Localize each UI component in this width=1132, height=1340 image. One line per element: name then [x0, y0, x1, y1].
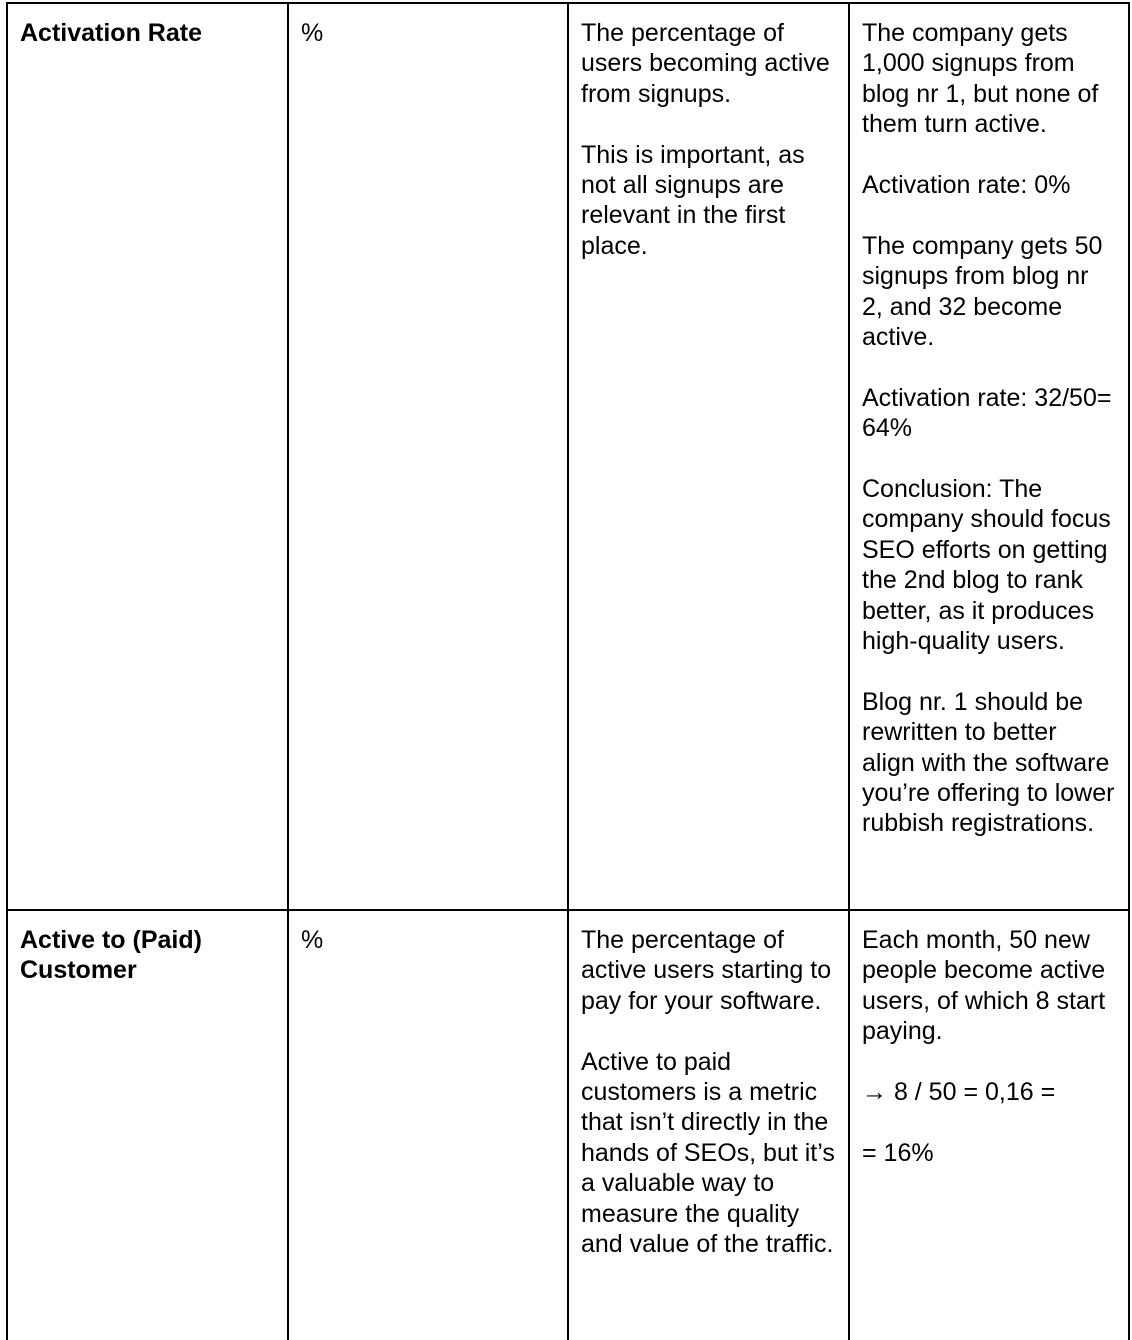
- unit-cell: [288, 3, 568, 910]
- metric-name: Active to (Paid) Customer: [20, 926, 202, 985]
- table-row: [7, 3, 1129, 910]
- description-paragraph: This is important, as not all signups are relevant in the first place.: [581, 140, 805, 260]
- description-paragraph: Active to paid customers is a metric that isn’t directly in the hands of SEOs, but it’s a valuable way to measure the quality and value of the traffic.: [581, 1047, 835, 1259]
- example-cell: [849, 3, 1129, 910]
- example-paragraph: = 16%: [862, 1138, 934, 1167]
- description-paragraph: The percentage of users becoming active from signups.: [581, 19, 830, 108]
- example-paragraph: Each month, 50 new people become active users, of which 8 start paying.: [862, 926, 1106, 1046]
- metric-cell: [7, 910, 288, 1340]
- example-paragraph: The company gets 50 signups from blog nr 2, and 32 become active.: [862, 231, 1103, 352]
- example-paragraph: Activation rate: 0%: [862, 171, 1071, 200]
- metric-unit: %: [301, 19, 324, 47]
- example-cell: [849, 910, 1129, 1340]
- example-paragraph: → 8 / 50 = 0,16 =: [862, 1078, 1056, 1107]
- description-paragraph: The percentage of active users starting to pay for your software.: [581, 926, 832, 1015]
- example-paragraph: Activation rate: 32/50= 64%: [862, 383, 1112, 443]
- metric-name: Activation Rate: [20, 19, 202, 47]
- description-cell: [568, 3, 849, 910]
- metric-cell: [7, 3, 288, 910]
- example-paragraph: Conclusion: The company should focus SEO efforts on getting the 2nd blog to rank better, as it produces high-quality users.: [862, 475, 1111, 656]
- unit-cell: [288, 910, 568, 1340]
- table-row: [7, 910, 1129, 1340]
- description-cell: [568, 910, 849, 1340]
- example-paragraph: Blog nr. 1 should be rewritten to better align with the software you’re offering to lower rubbish registrations.: [862, 687, 1115, 838]
- metric-unit: %: [301, 926, 324, 954]
- example-paragraph: The company gets 1,000 signups from blog nr 1, but none of them turn active.: [862, 19, 1099, 139]
- metrics-table: [6, 2, 1130, 1340]
